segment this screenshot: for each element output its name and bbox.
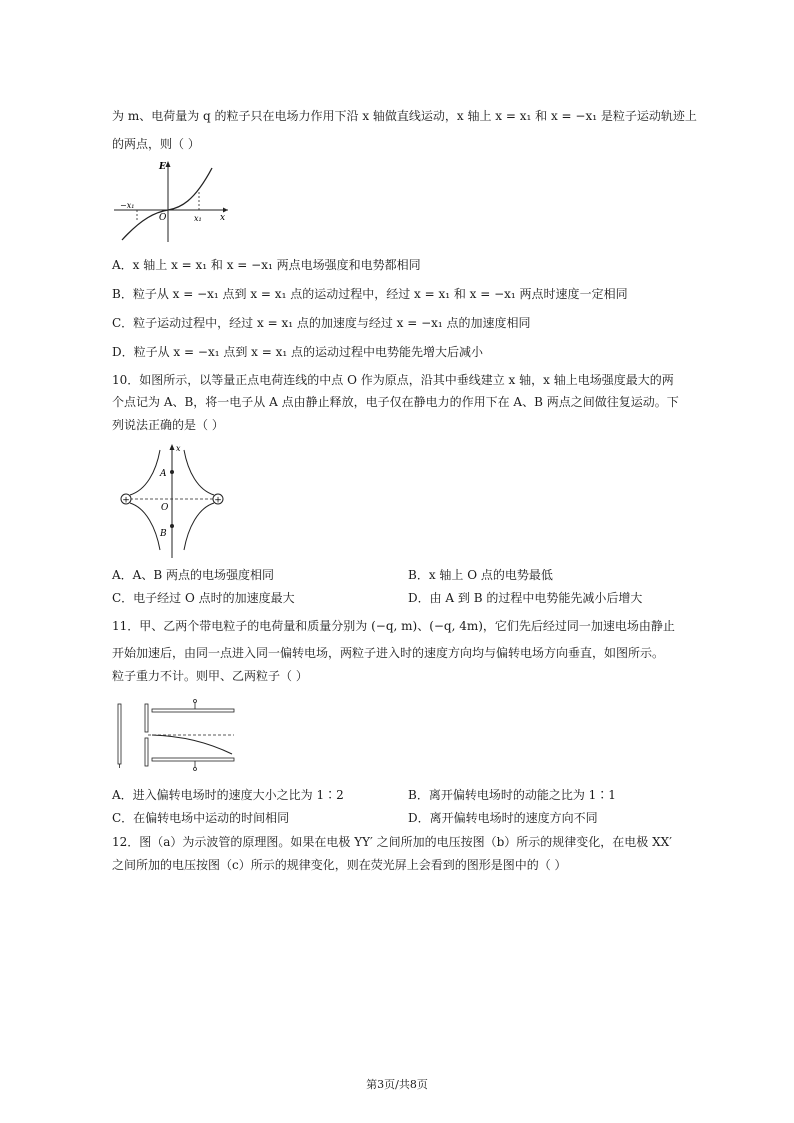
q11-lower-terminal-knob bbox=[194, 768, 197, 771]
q10-label-x: x bbox=[176, 444, 181, 453]
q10-field-line-ll bbox=[130, 503, 160, 550]
q11-option-a: A．进入偏转电场时的速度大小之比为 1∶2 bbox=[112, 788, 344, 802]
q9-label-E: E bbox=[159, 162, 166, 172]
q11-upper-terminal-knob bbox=[194, 700, 197, 703]
q10-option-b: B．x 轴上 O 点的电势最低 bbox=[408, 568, 553, 582]
q11-particle-path bbox=[152, 735, 232, 754]
q11-stem-line2: 开始加速后，由同一点进入同一偏转电场，两粒子进入时的速度方向均与偏转电场方向垂直，如图所示。 bbox=[112, 646, 665, 660]
q10-field-line-lr bbox=[184, 503, 214, 550]
q11-accel-plate bbox=[118, 704, 121, 764]
q11-stem-line3: 粒子重力不计。则甲、乙两粒子（ ） bbox=[112, 669, 308, 683]
q9-x-arrow bbox=[223, 208, 228, 213]
q9-label-neg-x1: −x₁ bbox=[120, 201, 135, 210]
q9-label-x: x bbox=[220, 213, 226, 223]
q10-stem-line3: 列说法正确的是（ ） bbox=[112, 418, 224, 432]
q11-option-c: C．在偏转电场中运动的时间相同 bbox=[112, 811, 290, 825]
q10-label-A: A bbox=[160, 469, 167, 479]
page-number: 第3页/共8页 bbox=[366, 1078, 428, 1091]
q11-accel-plate-upper bbox=[145, 704, 148, 732]
q10-label-O: O bbox=[161, 503, 169, 513]
q10-point-a bbox=[170, 470, 174, 474]
q9-label-x1: x₁ bbox=[194, 214, 202, 223]
q10-x-arrow bbox=[170, 444, 175, 450]
q9-stem-line1: 为 m、电荷量为 q 的粒子只在电场力作用下沿 x 轴做直线运动，x 轴上 x = x₁ 和 x = −x₁ 是粒子运动轨迹上 bbox=[112, 109, 697, 123]
q11-deflection-diagram bbox=[112, 698, 240, 772]
q11-stem-line1: 11．甲、乙两个带电粒子的电荷量和质量分别为 (−q, m)、(−q, 4m)，它们先后经过同一加速电场由静止 bbox=[112, 619, 675, 633]
q9-label-O: O bbox=[159, 213, 167, 223]
q10-option-c: C．电子经过 O 点时的加速度最大 bbox=[112, 591, 295, 605]
q10-option-a: A．A、B 两点的电场强度相同 bbox=[112, 568, 274, 582]
q11-upper-deflect-plate bbox=[152, 709, 234, 712]
q10-right-plus-icon: + bbox=[214, 495, 222, 506]
q11-option-b: B．离开偏转电场时的动能之比为 1∶1 bbox=[408, 788, 616, 802]
q9-option-a: A．x 轴上 x = x₁ 和 x = −x₁ 两点电场强度和电势都相同 bbox=[112, 258, 421, 272]
q10-left-plus-icon: + bbox=[122, 495, 130, 506]
q11-lower-deflect-plate bbox=[152, 758, 234, 761]
q9-option-c: C．粒子运动过程中，经过 x = x₁ 点的加速度与经过 x = −x₁ 点的加速度相同 bbox=[112, 316, 531, 330]
q11-accel-plate-lower bbox=[145, 738, 148, 766]
q12-stem-line1: 12．图（a）为示波管的原理图。如果在电极 YY′ 之间所加的电压按图（b）所示的规律变化，在电极 XX′ bbox=[112, 835, 672, 849]
q10-label-B: B bbox=[160, 529, 167, 539]
q9-e-arrow bbox=[166, 161, 171, 167]
q9-e-curve bbox=[122, 168, 212, 240]
q9-option-b: B．粒子从 x = −x₁ 点到 x = x₁ 点的运动过程中，经过 x = x₁ 和 x = −x₁ 两点时速度一定相同 bbox=[112, 287, 628, 301]
q9-e-x-graph bbox=[112, 158, 232, 244]
q10-field-line-ur bbox=[184, 450, 214, 495]
q10-option-d: D．由 A 到 B 的过程中电势能先减小后增大 bbox=[408, 591, 643, 605]
q11-option-d: D．离开偏转电场时的速度方向不同 bbox=[408, 811, 598, 825]
q9-option-d: D．粒子从 x = −x₁ 点到 x = x₁ 点的运动过程中电势能先增大后减小 bbox=[112, 345, 483, 359]
q10-field-line-ul bbox=[130, 450, 160, 495]
q12-stem-line2: 之间所加的电压按图（c）所示的规律变化，则在荧光屏上会看到的图形是图中的（ ） bbox=[112, 858, 567, 872]
q10-point-b bbox=[170, 524, 174, 528]
q10-stem-line2: 个点记为 A、B，将一电子从 A 点由静止释放，电子仅在静电力的作用下在 A、B 两点之间做往复运动。下 bbox=[112, 395, 679, 409]
q10-stem-line1: 10．如图所示，以等量正点电荷连线的中点 O 作为原点，沿其中垂线建立 x 轴，x 轴上电场强度最大的两 bbox=[112, 373, 674, 387]
q10-field-diagram bbox=[116, 442, 228, 560]
q9-stem-line2: 的两点，则（ ） bbox=[112, 137, 200, 151]
